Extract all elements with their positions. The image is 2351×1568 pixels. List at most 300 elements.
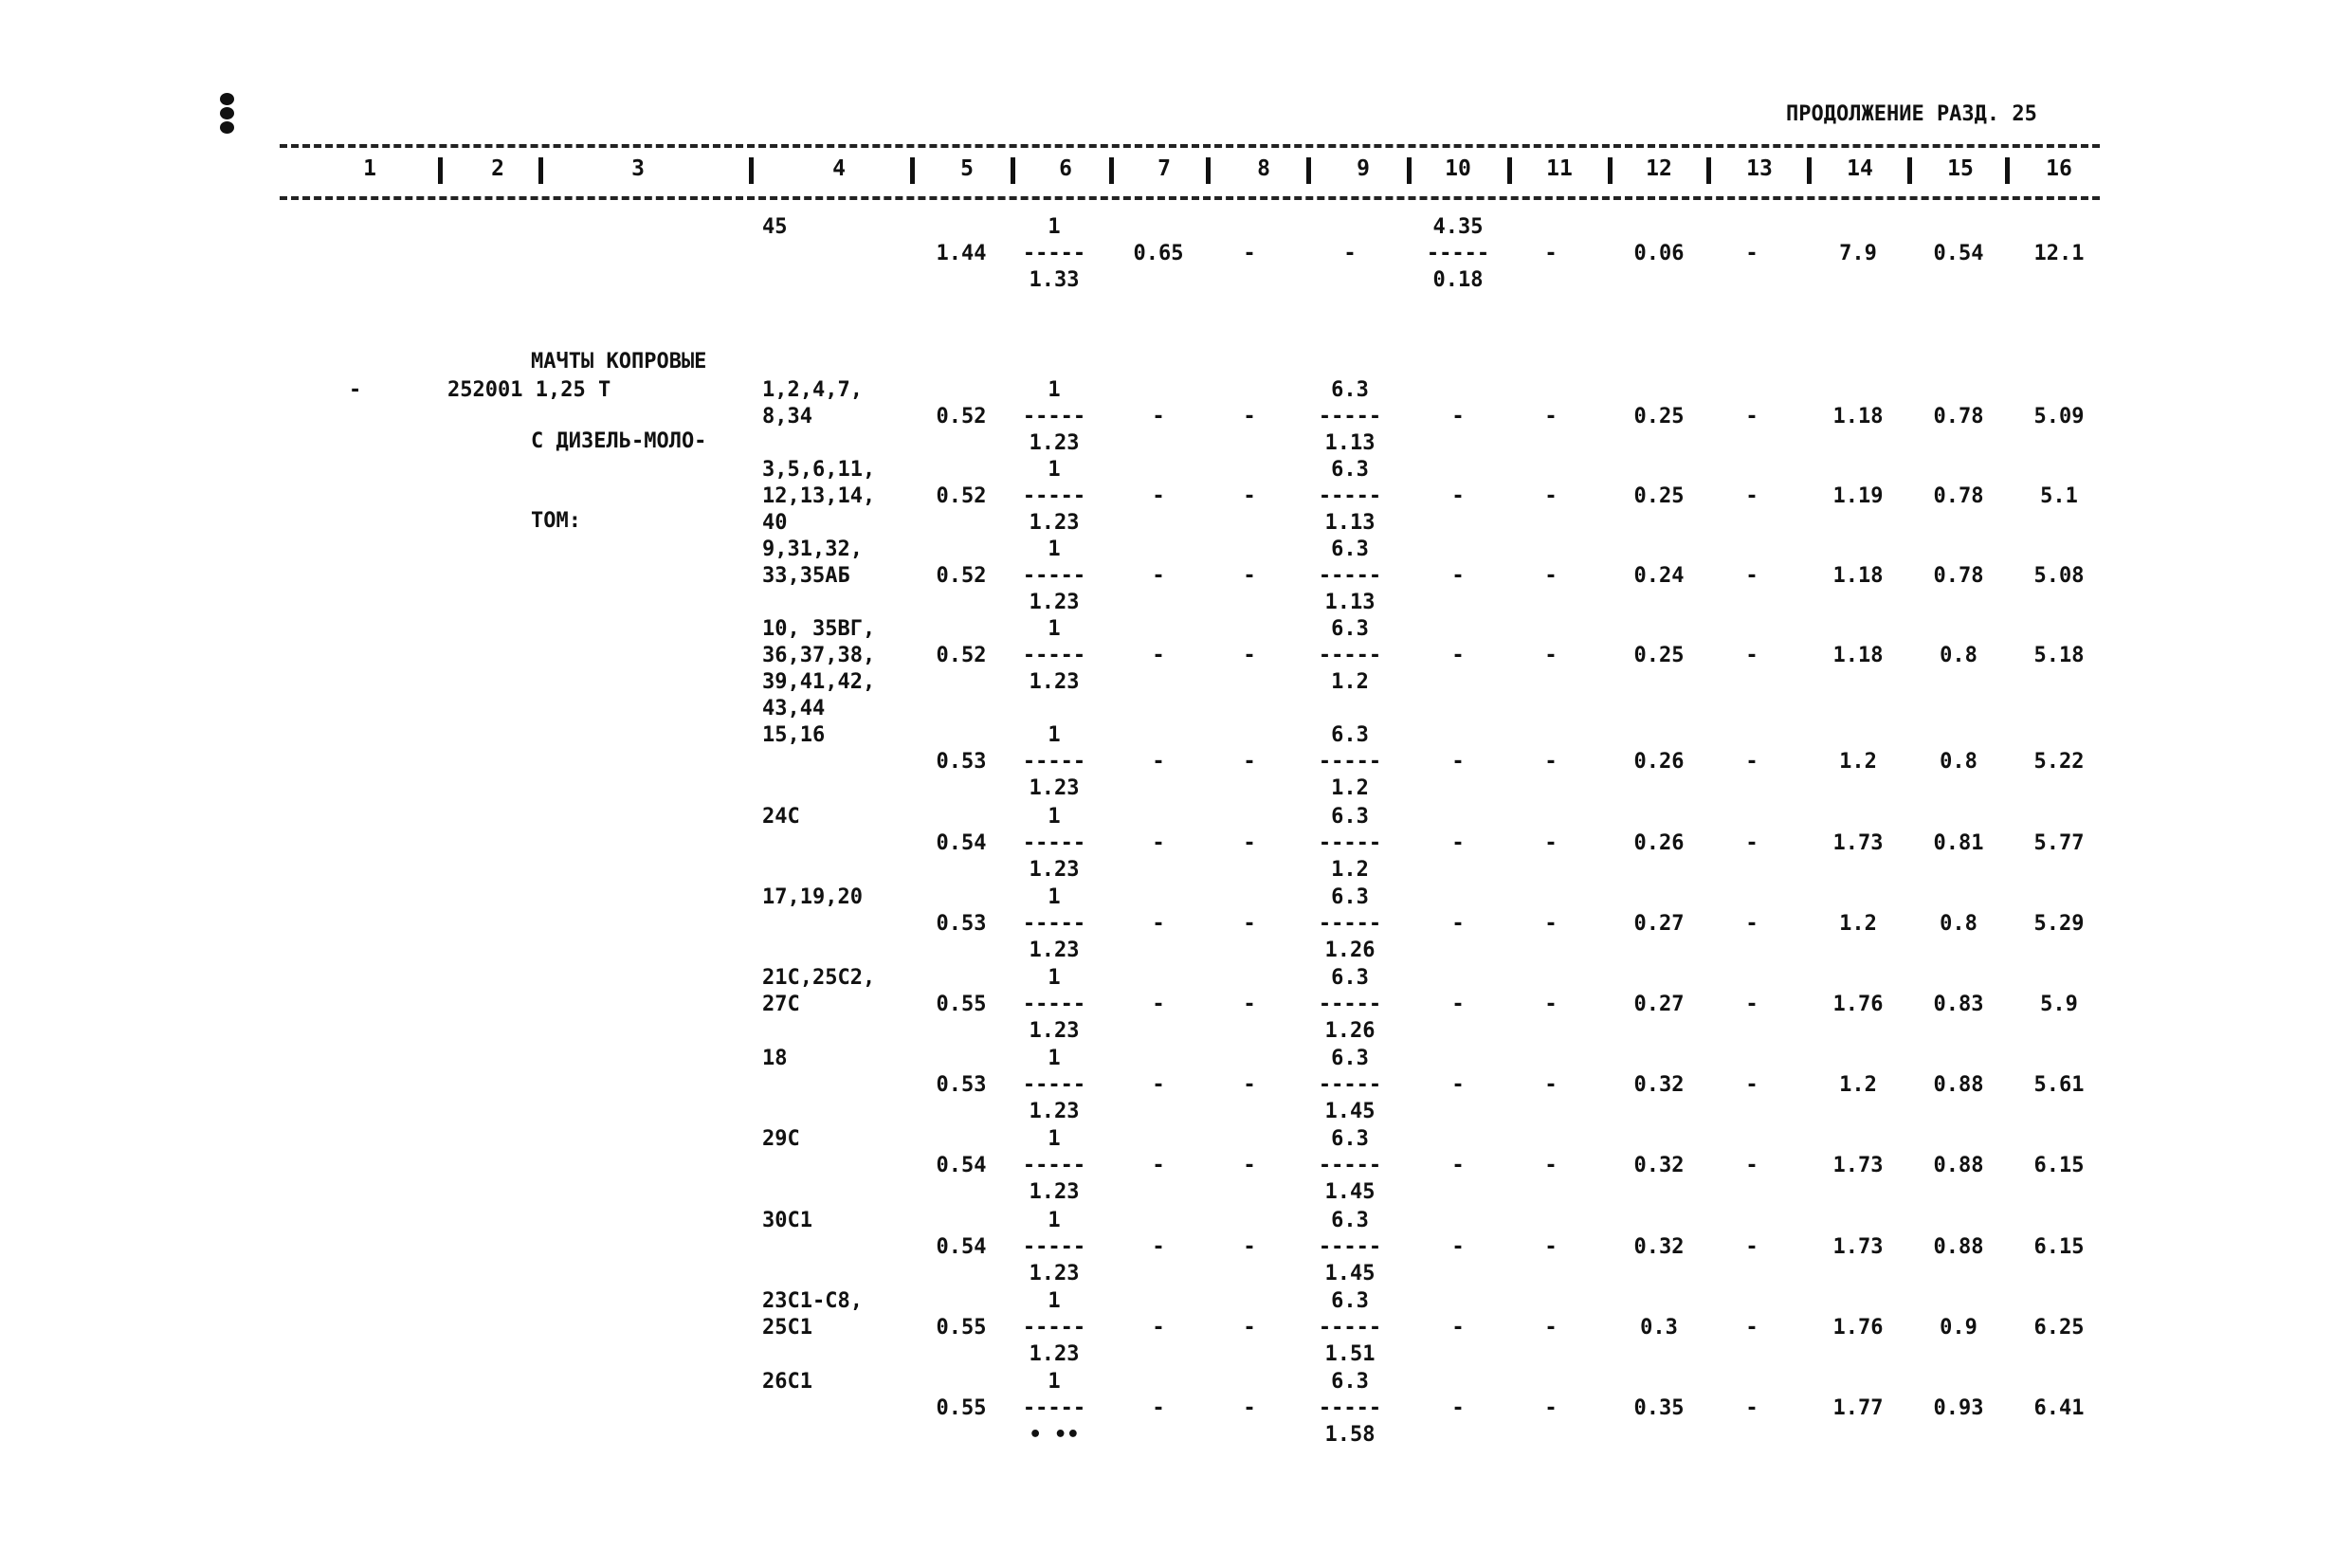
column-separator [1306,157,1311,184]
cell-col9-fraction-line: ----- [1318,1154,1382,1177]
cell-machine-numbers-line: 10, 35ВГ, [762,617,876,641]
cell-col14: 1.18 [1832,405,1884,428]
column-header-16: 16 [2046,156,2072,181]
cell-col6-fraction-line: 1.23 [1029,1180,1080,1204]
cell-col6-fraction-line: ----- [1022,484,1086,508]
cell-col9-fraction-line: 6.3 [1331,1047,1369,1070]
column-separator [1011,157,1015,184]
cell-machine-numbers-line: 3,5,6,11, [762,458,876,482]
cell-col11: - [1544,564,1558,588]
cell-col10-fraction-line: 0.18 [1432,268,1484,292]
cell-col16: 6.15 [2033,1235,2085,1259]
cell-col9-fraction-line: ----- [1318,912,1382,936]
column-separator [1206,157,1211,184]
column-header-5: 5 [960,156,974,181]
cell-col6-fraction-line: ----- [1022,405,1086,428]
cell-col11: - [1544,1316,1558,1340]
cell-machine-numbers-line: 12,13,14, [762,484,876,508]
cell-col12: 0.3 [1640,1316,1678,1340]
cell-col7: - [1152,484,1165,508]
cell-col9-fraction-line: 6.3 [1331,885,1369,909]
cell-col13: - [1745,242,1759,265]
cell-col13: - [1745,644,1759,667]
cell-col6-fraction-line: 1.23 [1029,591,1080,614]
cell-col9-fraction-line: 1.2 [1331,776,1369,800]
column-header-9: 9 [1357,156,1370,181]
cell-col6-fraction-line: ----- [1022,912,1086,936]
cell-col7: 0.65 [1133,242,1184,265]
group-title-line: МАЧТЫ КОПРОВЫЕ [531,350,707,374]
cell-machine-numbers [762,1208,812,1234]
cell-col14: 1.76 [1832,993,1884,1016]
cell-col10-fraction-line: - [1451,831,1465,855]
cell-col14: 1.2 [1839,912,1877,936]
cell-col11: - [1544,1073,1558,1097]
cell-col9-fraction [1293,1046,1407,1125]
cell-col13: - [1745,1235,1759,1259]
cell-col6-fraction-line: 1.23 [1029,431,1080,455]
cell-col7: - [1152,1316,1165,1340]
cell-col16: 6.25 [2033,1316,2085,1340]
cell-col8: - [1243,644,1256,667]
cell-col6-fraction-line: ----- [1022,242,1086,265]
cell-col7: - [1152,1235,1165,1259]
cell-col9-fraction-line: 1.2 [1331,670,1369,694]
cell-col13: - [1745,564,1759,588]
cell-col14: 1.76 [1832,1316,1884,1340]
cell-col15: 0.88 [1933,1235,1984,1259]
cell-col9-fraction-line: 6.3 [1331,1209,1369,1232]
cell-col5: 0.52 [936,484,987,508]
cell-col11: - [1544,993,1558,1016]
cell-machine-numbers-line: 45 [762,215,788,239]
cell-col7: - [1152,564,1165,588]
cell-col6-fraction-line: ----- [1022,993,1086,1016]
cell-col16: 6.41 [2033,1396,2085,1420]
cell-col16: 5.1 [2040,484,2078,508]
cell-col8: - [1243,993,1256,1016]
cell-col5: 0.53 [936,912,987,936]
cell-col12: 0.32 [1633,1073,1685,1097]
cell-col14: 1.73 [1832,1235,1884,1259]
cell-col6-fraction-line: ----- [1022,831,1086,855]
cell-col8: - [1243,1073,1256,1097]
cell-machine-numbers [762,1369,812,1395]
column-separator [538,157,543,184]
cell-col15: 0.93 [1933,1396,1984,1420]
cell-col6-fraction-line: ----- [1022,1316,1086,1340]
cell-col16: 5.22 [2033,750,2085,774]
cell-col13: - [1745,405,1759,428]
cell-col13: - [1745,831,1759,855]
cell-col6-fraction [997,722,1111,802]
cell-col7: - [1152,912,1165,936]
cell-col5: 0.52 [936,405,987,428]
cell-col6-fraction-line: 1 [1048,1209,1061,1232]
cell-machine-numbers [762,457,875,537]
page-number-mark [220,93,235,137]
cell-col10-fraction-line: - [1451,912,1465,936]
cell-col15: 0.78 [1933,405,1984,428]
cell-col6-fraction-line: 1.23 [1029,1262,1080,1285]
cell-col8: - [1243,1396,1256,1420]
cell-col9-fraction-line: 6.3 [1331,723,1369,747]
cell-col9-fraction-line: ----- [1318,831,1382,855]
cell-col5: 0.55 [936,1396,987,1420]
cell-col6-fraction-line: 1 [1048,538,1061,561]
cell-col5: 0.53 [936,1073,987,1097]
column-header-15: 15 [1947,156,1974,181]
column-separator [1907,157,1912,184]
cell-col6-fraction [997,1288,1111,1368]
cell-col6-fraction-line: 1.23 [1029,1342,1080,1366]
group-title-line: ТОМ: [531,509,581,533]
cell-col12: 0.24 [1633,564,1685,588]
cell-col6-fraction-line: 1 [1048,215,1061,239]
cell-col8: - [1243,1235,1256,1259]
column-header-11: 11 [1546,156,1573,181]
cell-col15: 0.78 [1933,564,1984,588]
cell-col9-fraction-line: ----- [1318,1073,1382,1097]
cell-machine-numbers [762,377,863,430]
cell-col14: 1.2 [1839,750,1877,774]
column-separator [1109,157,1114,184]
cell-col9-fraction [1293,965,1407,1045]
cell-col8: - [1243,1154,1256,1177]
cell-col9-fraction-line: 1.13 [1324,511,1376,535]
cell-col6-fraction-line: ----- [1022,564,1086,588]
column-header-13: 13 [1746,156,1773,181]
column-separator [438,157,443,184]
cell-col12: 0.27 [1633,993,1685,1016]
column-separator [1608,157,1613,184]
cell-machine-numbers-line: 43,44 [762,697,826,720]
cell-col5: 0.53 [936,750,987,774]
cell-col7: - [1152,993,1165,1016]
header-bottom-rule [280,196,2100,200]
cell-col9-fraction-line: 1.45 [1324,1180,1376,1204]
cell-col16: 5.08 [2033,564,2085,588]
cell-col9-fraction-line: - [1343,242,1357,265]
cell-col15: 0.8 [1940,644,1977,667]
cell-col9-fraction-line: 1.58 [1324,1423,1376,1447]
cell-col6-fraction [997,616,1111,696]
cell-col13: - [1745,484,1759,508]
cell-col9-fraction-line: 6.3 [1331,966,1369,990]
column-separator [1706,157,1711,184]
cell-col10-fraction-line: - [1451,1073,1465,1097]
cell-col9-fraction-line: ----- [1318,750,1382,774]
cell-col9-fraction-line: 6.3 [1331,1289,1369,1313]
column-header-4: 4 [832,156,846,181]
cell-col16: 5.9 [2040,993,2078,1016]
cell-col6-fraction-line: 1 [1048,458,1061,482]
cell-col16: 5.29 [2033,912,2085,936]
cell-col6-fraction-line: 1 [1048,1289,1061,1313]
cell-col8: - [1243,484,1256,508]
cell-col9-fraction-line: 1.2 [1331,858,1369,882]
cell-col9-fraction-line: 1.13 [1324,431,1376,455]
cell-machine-numbers [762,537,863,590]
cell-col6-fraction-line: 1.23 [1029,1100,1080,1123]
cell-machine-numbers-line: 23С1-С8, [762,1289,863,1313]
cell-col10-fraction-line: ----- [1426,242,1490,265]
column-header-10: 10 [1445,156,1471,181]
cell-col11: - [1544,1396,1558,1420]
cell-col11: - [1544,242,1558,265]
cell-col6-fraction-line: 1 [1048,885,1061,909]
continuation-title: ПРОДОЛЖЕНИЕ РАЗД. 25 [1786,102,2037,126]
cell-col8: - [1243,405,1256,428]
cell-col10-fraction-line: - [1451,993,1465,1016]
cell-col6-fraction [997,804,1111,884]
cell-col9-fraction-line: 6.3 [1331,1370,1369,1394]
cell-col9-fraction-line: ----- [1318,1235,1382,1259]
cell-col14: 1.73 [1832,831,1884,855]
cell-col7: - [1152,1396,1165,1420]
cell-col12: 0.35 [1633,1396,1685,1420]
cell-col9-fraction [1293,377,1407,457]
cell-col5: 0.55 [936,993,987,1016]
cell-col5: 0.54 [936,831,987,855]
cell-col10-fraction-line: 4.35 [1432,215,1484,239]
cell-col9-fraction-line: ----- [1318,564,1382,588]
cell-col12: 0.32 [1633,1154,1685,1177]
cell-col16: 5.18 [2033,644,2085,667]
cell-col6-fraction-line: ----- [1022,1154,1086,1177]
cell-machine-numbers [762,1126,800,1153]
cell-col15: 0.8 [1940,750,1977,774]
column-separator [1407,157,1412,184]
cell-machine-numbers [762,1288,863,1341]
cell-col15: 0.54 [1933,242,1984,265]
cell-col16: 5.77 [2033,831,2085,855]
cell-col12: 0.27 [1633,912,1685,936]
cell-col12: 0.25 [1633,405,1685,428]
cell-machine-numbers-line: 15,16 [762,723,826,747]
cell-col6-fraction-line: ----- [1022,750,1086,774]
cell-col15: 0.78 [1933,484,1984,508]
cell-col9-fraction-line: 6.3 [1331,538,1369,561]
cell-col6-fraction-line: • •• [1029,1423,1080,1447]
cell-col11: - [1544,912,1558,936]
cell-col13: - [1745,1154,1759,1177]
cell-col6-fraction-line: 1 [1048,966,1061,990]
cell-col15: 0.88 [1933,1154,1984,1177]
cell-col8: - [1243,750,1256,774]
cell-machine-numbers-line: 29С [762,1127,800,1151]
cell-col7: - [1152,750,1165,774]
cell-machine-numbers-line: 17,19,20 [762,885,863,909]
cell-col11: - [1544,644,1558,667]
cell-col9-fraction-line: 6.3 [1331,617,1369,641]
cell-col14: 1.77 [1832,1396,1884,1420]
cell-col9-fraction [1293,1369,1407,1449]
cell-col9-fraction-line: ----- [1318,405,1382,428]
cell-col11: - [1544,831,1558,855]
cell-machine-numbers-line: 21С,25С2, [762,966,876,990]
cell-col14: 1.73 [1832,1154,1884,1177]
cell-col8: - [1243,831,1256,855]
cell-col6-fraction [997,1126,1111,1206]
cell-col9-fraction-line: 6.3 [1331,458,1369,482]
cell-col9-fraction [1293,537,1407,616]
cell-col11: - [1544,405,1558,428]
cell-col11: - [1544,484,1558,508]
cell-col6-fraction-line: 1.23 [1029,939,1080,962]
cell-col9-fraction [1293,241,1407,267]
cell-col16: 5.09 [2033,405,2085,428]
cell-col11: - [1544,1154,1558,1177]
cell-col5: 1.44 [936,242,987,265]
cell-machine-numbers-line: 30С1 [762,1209,812,1232]
cell-col14: 1.2 [1839,1073,1877,1097]
cell-col6-fraction-line: 1 [1048,1370,1061,1394]
column-header-3: 3 [631,156,645,181]
cell-machine-numbers-line: 1,2,4,7, [762,378,863,402]
cell-col15: 0.81 [1933,831,1984,855]
cell-machine-numbers-line: 24С [762,805,800,829]
cell-col9-fraction [1293,457,1407,537]
cell-col6-fraction [997,1208,1111,1287]
cell-machine-numbers-line: 36,37,38, [762,644,876,667]
cell-col9-fraction-line: 1.26 [1324,1019,1376,1043]
cell-machine-numbers-line: 39,41,42, [762,670,876,694]
cell-col6-fraction-line: 1.23 [1029,511,1080,535]
cell-machine-numbers [762,616,875,722]
column-separator [749,157,754,184]
cell-machine-numbers-line: 27С [762,993,800,1016]
cell-col16: 5.61 [2033,1073,2085,1097]
cell-col5: 0.54 [936,1235,987,1259]
cell-col6-fraction-line: 1.23 [1029,1019,1080,1043]
cell-col9-fraction-line: 1.51 [1324,1342,1376,1366]
cell-machine-numbers-line: 25С1 [762,1316,812,1340]
cell-col9-fraction [1293,1208,1407,1287]
cell-col6-fraction-line: 1 [1048,617,1061,641]
cell-col5: 0.54 [936,1154,987,1177]
cell-col8: - [1243,564,1256,588]
cell-col5: 0.55 [936,1316,987,1340]
cell-col8: - [1243,912,1256,936]
cell-col9-fraction [1293,884,1407,964]
cell-col6-fraction-line: 1 [1048,378,1061,402]
cell-col6-fraction-line: 1 [1048,723,1061,747]
cell-machine-numbers [762,214,788,241]
cell-col15: 0.88 [1933,1073,1984,1097]
cell-col10-fraction-line: - [1451,484,1465,508]
cell-machine-numbers [762,804,800,830]
cell-col13: - [1745,1396,1759,1420]
cell-machine-numbers-line: 33,35АБ [762,564,850,588]
cell-col15: 0.8 [1940,912,1977,936]
cell-col10-fraction-line: - [1451,1235,1465,1259]
cell-col9-fraction [1293,1126,1407,1206]
cell-col14: 7.9 [1839,242,1877,265]
cell-col6-fraction [997,965,1111,1045]
cell-col9-fraction [1293,804,1407,884]
cell-col7: - [1152,831,1165,855]
column-separator [910,157,915,184]
cell-col9-fraction-line: ----- [1318,484,1382,508]
cell-col9-fraction-line: 6.3 [1331,378,1369,402]
cell-col7: - [1152,405,1165,428]
cell-col6-fraction [997,377,1111,457]
cell-col6-fraction-line: ----- [1022,644,1086,667]
cell-col6-fraction [997,537,1111,616]
cell-col6-fraction-line: 1 [1048,805,1061,829]
cell-col13: - [1745,912,1759,936]
column-header-7: 7 [1157,156,1171,181]
group-title [531,296,706,561]
cell-col10-fraction-line: - [1451,1154,1465,1177]
cell-col9-fraction-line: ----- [1318,1316,1382,1340]
item-code: 252001 1,25 Т [447,378,611,402]
header-top-rule [280,144,2100,148]
cell-col9-fraction-line: 6.3 [1331,805,1369,829]
cell-col5: 0.52 [936,564,987,588]
cell-col10-fraction-line: - [1451,564,1465,588]
cell-col12: 0.06 [1633,242,1685,265]
column-header-14: 14 [1847,156,1873,181]
cell-col9-fraction-line: ----- [1318,993,1382,1016]
cell-machine-numbers-line: 40 [762,511,788,535]
cell-col10-fraction-line: - [1451,644,1465,667]
cell-col6-fraction-line: 1.23 [1029,858,1080,882]
cell-col9-fraction-line: 1.45 [1324,1262,1376,1285]
cell-col14: 1.18 [1832,644,1884,667]
cell-col11: - [1544,750,1558,774]
column-header-2: 2 [491,156,504,181]
cell-col6-fraction [997,1369,1111,1449]
cell-col11: - [1544,1235,1558,1259]
cell-col6-fraction-line: ----- [1022,1073,1086,1097]
column-separator [1807,157,1812,184]
cell-col6-fraction [997,457,1111,537]
cell-machine-numbers-line: 8,34 [762,405,812,428]
cell-col10-fraction-line: - [1451,405,1465,428]
cell-col9-fraction-line: 6.3 [1331,1127,1369,1151]
column-separator [2005,157,2010,184]
cell-col16: 6.15 [2033,1154,2085,1177]
column-header-6: 6 [1059,156,1072,181]
cell-col15: 0.9 [1940,1316,1977,1340]
cell-col7: - [1152,1073,1165,1097]
cell-col14: 1.19 [1832,484,1884,508]
cell-col9-fraction [1293,616,1407,696]
cell-col9-fraction-line: 1.45 [1324,1100,1376,1123]
cell-col7: - [1152,1154,1165,1177]
cell-col13: - [1745,993,1759,1016]
cell-col13: - [1745,1073,1759,1097]
cell-col12: 0.26 [1633,831,1685,855]
cell-col9-fraction [1293,1288,1407,1368]
cell-col6-fraction [997,1046,1111,1125]
cell-col6-fraction-line: 1 [1048,1047,1061,1070]
column-separator [1507,157,1512,184]
cell-machine-numbers [762,1046,788,1072]
column-header-12: 12 [1646,156,1672,181]
cell-machine-numbers [762,965,875,1018]
cell-col10-fraction-line: - [1451,1396,1465,1420]
cell-col9-fraction [1293,722,1407,802]
cell-machine-numbers-line: 26С1 [762,1370,812,1394]
group-title-line: С ДИЗЕЛЬ-МОЛО- [531,429,707,453]
cell-col10-fraction-line: - [1451,1316,1465,1340]
cell-machine-numbers [762,722,825,749]
cell-col14: 1.18 [1832,564,1884,588]
cell-col13: - [1745,1316,1759,1340]
